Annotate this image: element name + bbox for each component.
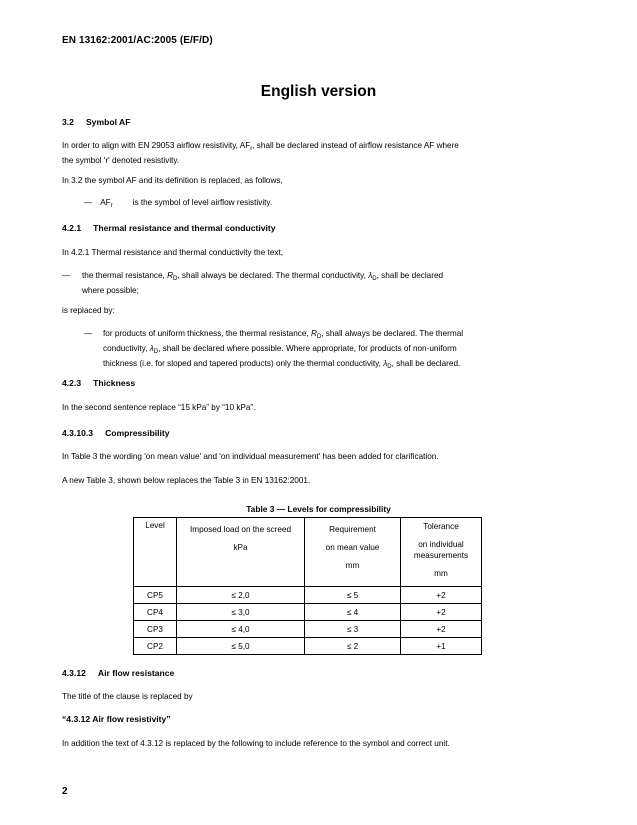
section-3-2-heading: [62, 117, 131, 127]
section-4-2-1-paragraph: In 4.2.1 Thermal resistance and thermal conductivity the text,: [62, 248, 284, 257]
new-text-line-1: for products of uniform thickness, the thermal resistance, $R_D$, shall always be declared. The thermal: [103, 329, 464, 340]
page-title: English version: [260, 83, 377, 100]
table-header-row: [134, 518, 482, 587]
new-text-dash: —: [84, 329, 93, 338]
table-row: CP2 ≤ 5,0 ≤ 2 +1: [134, 638, 482, 655]
replaced-by-label: is replaced by:: [62, 306, 115, 315]
new-text-line-2: conductivity, $\lambda_D$, shall be declared where possible. Where appropriate, for products of non-uniform: [103, 344, 457, 355]
section-4-2-3-paragraph: In the second sentence replace “15 kPa” by “10 kPa”.: [62, 403, 256, 412]
compressibility-table: [133, 517, 482, 655]
document-header: EN 13162:2001/AC:2005 (E/F/D): [62, 35, 213, 46]
section-4-3-10-3-paragraph-2: A new Table 3, shown below replaces the Table 3 in EN 13162:2001.: [62, 476, 311, 485]
table-row: CP3 ≤ 4,0 ≤ 3 +2: [134, 621, 482, 638]
section-3-2-paragraph-2: In 3.2 the symbol AF and its definition is replaced, as follows,: [62, 176, 283, 185]
header-tolerance: Tolerance on individual measurements mm: [401, 518, 482, 587]
section-4-2-3-heading: 4.2.3 Thickness: [62, 378, 136, 388]
section-title: Symbol AF: [85, 117, 131, 127]
old-text-dash: —: [62, 271, 71, 280]
old-text-line-2: where possible;: [82, 286, 139, 295]
new-text-line-3: thickness (i.e. for sloped and tapered products) only the thermal conductivity, $\lambda_D$, shall be declared.: [103, 359, 461, 370]
section-4-3-12-paragraph-1: The title of the clause is replaced by: [62, 692, 193, 701]
table-row: CP4 ≤ 3,0 ≤ 4 +2: [134, 604, 482, 621]
section-3-2-paragraph-1: In order to align with EN 29053 airflow resistivity, $AF_r$, shall be declared instead of airflow resistance AF where the symbol 'r' denoted resistivity.: [62, 141, 459, 165]
section-4-2-1-heading: 4.2.1 Thermal resistance and thermal conductivity: [62, 223, 276, 233]
table-row: CP5 ≤ 2,0 ≤ 5 +2: [134, 587, 482, 604]
section-4-3-10-3-paragraph-1: In Table 3 the wording 'on mean value' and 'on individual measurement' has been added for clarification.: [62, 452, 439, 461]
section-4-3-10-3-heading: 4.3.10.3 Compressibility: [62, 428, 170, 438]
old-text-line-1: the thermal resistance, $R_D$, shall always be declared. The thermal conductivity, $\lambda_D$, shall be declared: [82, 271, 444, 282]
header-level: Level: [134, 518, 177, 587]
section-number: 3.2: [62, 117, 74, 127]
header-load: Imposed load on the screed kPa: [177, 518, 305, 587]
header-requirement: Requirement on mean value mm: [305, 518, 401, 587]
section-4-3-12-heading: 4.3.12 Air flow resistance: [62, 668, 175, 678]
old-text-item: [82, 270, 541, 296]
new-text-item: [103, 328, 541, 373]
page-number: 2: [62, 786, 68, 797]
section-3-2-definition-item: — $AF_r$ is the symbol of level airflow resistivity.: [84, 198, 273, 209]
section-4-3-12-new-title: “4.3.12 Air flow resistivity”: [62, 714, 171, 724]
section-4-3-12-paragraph-2: In addition the text of 4.3.12 is replaced by the following to include reference to the symbol and correct unit.: [62, 739, 450, 748]
table-caption: Table 3 — Levels for compressibility: [246, 504, 391, 514]
